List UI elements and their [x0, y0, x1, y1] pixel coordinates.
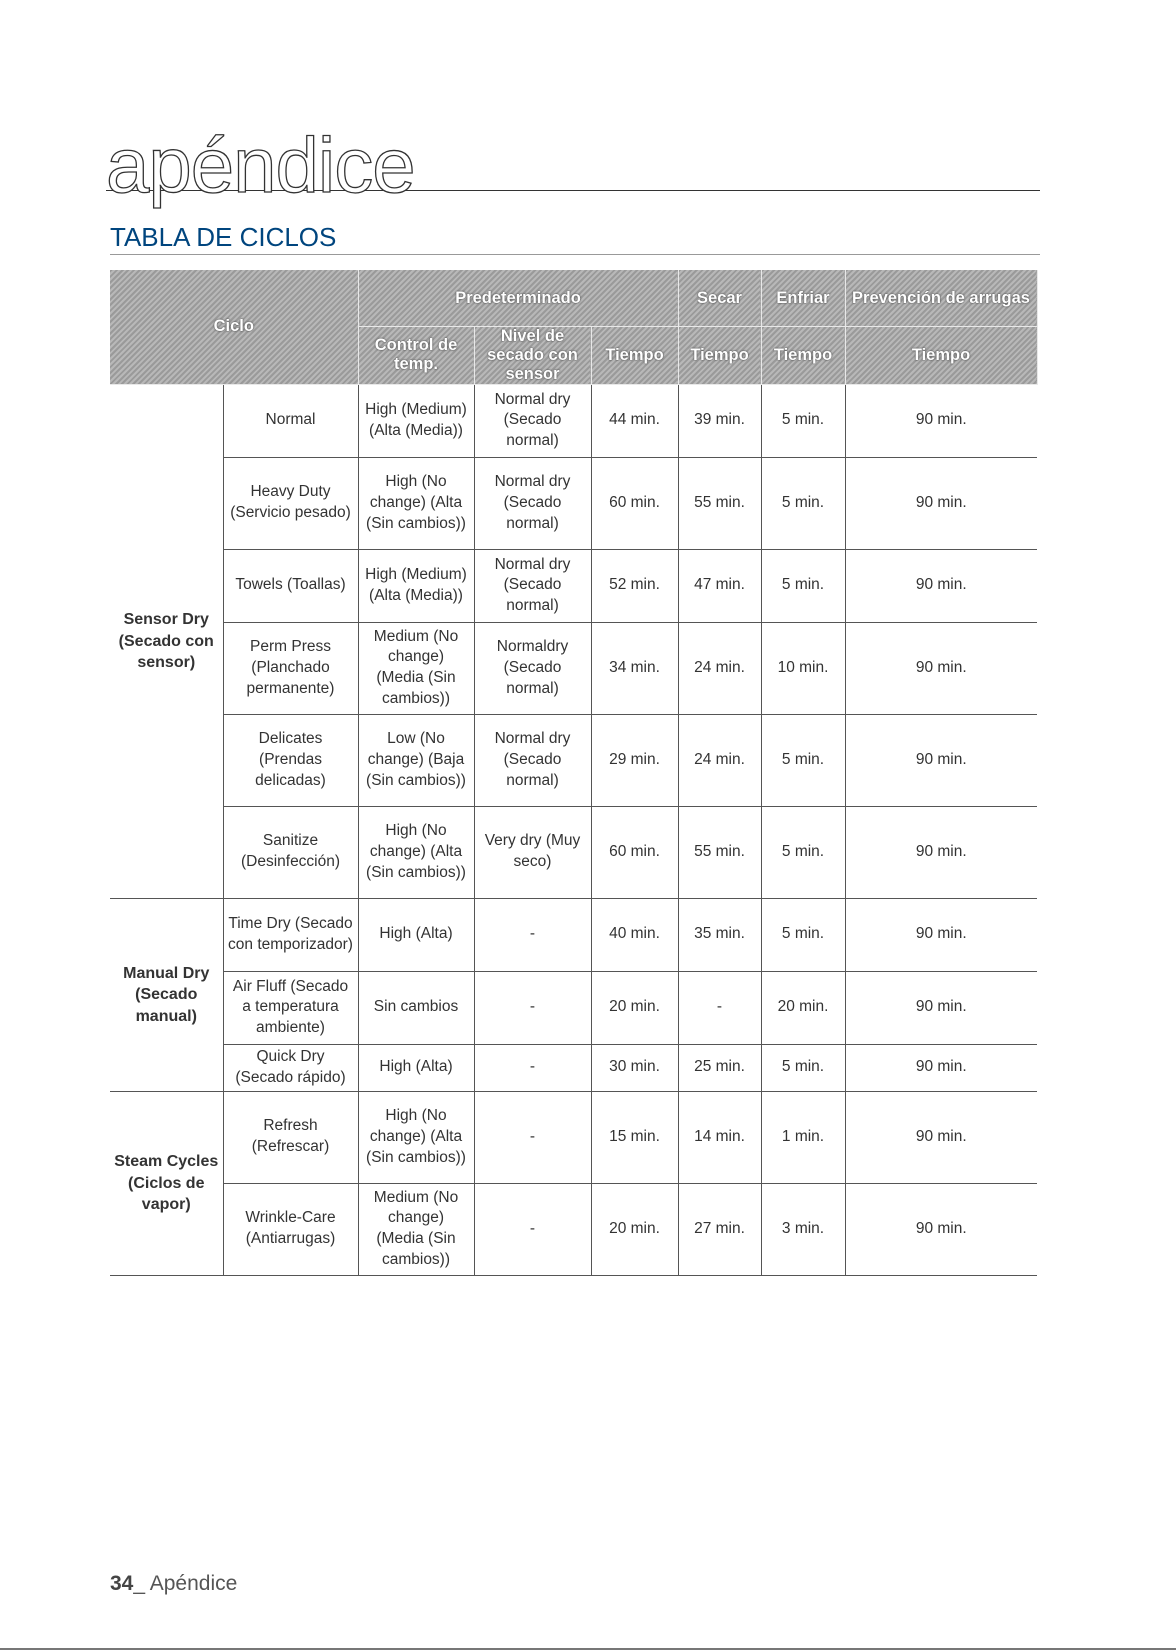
time-dry: 47 min. [678, 549, 761, 622]
time-wrinkle: 90 min. [845, 806, 1037, 898]
time-total: 20 min. [591, 971, 678, 1044]
header-control-temp: Control de temp. [358, 327, 474, 385]
time-total: 60 min. [591, 806, 678, 898]
control-temp: High (No change) (Alta (Sin cambios)) [358, 457, 474, 549]
chapter-title: apéndice [106, 121, 415, 209]
header-secar: Secar [678, 270, 761, 327]
time-total: 52 min. [591, 549, 678, 622]
cycle-table [110, 270, 1038, 1276]
time-cool: 1 min. [761, 1091, 845, 1183]
section-header [110, 224, 1040, 255]
table-row [110, 1183, 1037, 1275]
time-dry: 24 min. [678, 714, 761, 806]
cycle-name: Air Fluff (Secado a temperatura ambiente) [223, 971, 358, 1044]
control-temp: Low (No change) (Baja (Sin cambios)) [358, 714, 474, 806]
dry-level: - [474, 1044, 591, 1091]
control-temp: Medium (No change) (Media (Sin cambios)) [358, 1183, 474, 1275]
header-nivel-secado: Nivel de secado con sensor [474, 327, 591, 385]
time-dry: 55 min. [678, 457, 761, 549]
time-dry: - [678, 971, 761, 1044]
header-tiempo: Tiempo [761, 327, 845, 385]
time-cool: 5 min. [761, 714, 845, 806]
time-wrinkle: 90 min. [845, 1091, 1037, 1183]
table-row [110, 971, 1037, 1044]
time-cool: 5 min. [761, 457, 845, 549]
group-label: Manual Dry (Secado manual) [110, 898, 223, 1091]
table-row [110, 622, 1037, 714]
cycle-name: Refresh (Refrescar) [223, 1091, 358, 1183]
cycle-name: Quick Dry (Secado rápido) [223, 1044, 358, 1091]
time-cool: 5 min. [761, 898, 845, 971]
time-total: 40 min. [591, 898, 678, 971]
control-temp: High (Alta) [358, 898, 474, 971]
control-temp: High (No change) (Alta (Sin cambios)) [358, 1091, 474, 1183]
cycle-name: Perm Press (Planchado permanente) [223, 622, 358, 714]
time-wrinkle: 90 min. [845, 898, 1037, 971]
control-temp: High (Medium) (Alta (Media)) [358, 549, 474, 622]
time-cool: 5 min. [761, 806, 845, 898]
cycle-name: Towels (Toallas) [223, 549, 358, 622]
header-tiempo: Tiempo [678, 327, 761, 385]
section-title: TABLA DE CICLOS [110, 222, 337, 252]
time-dry: 27 min. [678, 1183, 761, 1275]
time-wrinkle: 90 min. [845, 549, 1037, 622]
table-row [110, 1091, 1037, 1183]
time-cool: 5 min. [761, 1044, 845, 1091]
dry-level: - [474, 898, 591, 971]
cycle-name: Heavy Duty (Servicio pesado) [223, 457, 358, 549]
time-cool: 10 min. [761, 622, 845, 714]
table-row [110, 457, 1037, 549]
table-row [110, 1044, 1037, 1091]
time-wrinkle: 90 min. [845, 457, 1037, 549]
time-dry: 25 min. [678, 1044, 761, 1091]
time-total: 29 min. [591, 714, 678, 806]
footer-separator: _ [133, 1572, 150, 1595]
dry-level: - [474, 971, 591, 1044]
table-row [110, 549, 1037, 622]
time-wrinkle: 90 min. [845, 384, 1037, 457]
time-dry: 55 min. [678, 806, 761, 898]
cycle-name: Sanitize (Desinfección) [223, 806, 358, 898]
control-temp: Sin cambios [358, 971, 474, 1044]
table-row [110, 384, 1037, 457]
control-temp: High (No change) (Alta (Sin cambios)) [358, 806, 474, 898]
page-number: 34 [110, 1572, 134, 1595]
time-total: 60 min. [591, 457, 678, 549]
control-temp: High (Alta) [358, 1044, 474, 1091]
time-dry: 14 min. [678, 1091, 761, 1183]
time-total: 34 min. [591, 622, 678, 714]
bottom-rule [0, 1648, 1176, 1650]
time-total: 20 min. [591, 1183, 678, 1275]
time-wrinkle: 90 min. [845, 1044, 1037, 1091]
time-total: 44 min. [591, 384, 678, 457]
page-label: Apéndice [149, 1572, 238, 1595]
dry-level: Normal dry (Secado normal) [474, 384, 591, 457]
cycle-name: Delicates (Prendas delicadas) [223, 714, 358, 806]
header-ciclo: Ciclo [110, 270, 358, 384]
time-total: 15 min. [591, 1091, 678, 1183]
group-label: Sensor Dry (Secado con sensor) [110, 384, 223, 898]
cycle-name: Time Dry (Secado con temporizador) [223, 898, 358, 971]
dry-level: Normal dry (Secado normal) [474, 549, 591, 622]
chapter-header [106, 108, 1040, 209]
page-footer [110, 1572, 237, 1596]
time-cool: 20 min. [761, 971, 845, 1044]
time-cool: 3 min. [761, 1183, 845, 1275]
header-tiempo: Tiempo [591, 327, 678, 385]
dry-level: Normal dry (Secado normal) [474, 457, 591, 549]
time-dry: 35 min. [678, 898, 761, 971]
time-total: 30 min. [591, 1044, 678, 1091]
time-cool: 5 min. [761, 549, 845, 622]
group-label: Steam Cycles (Ciclos de vapor) [110, 1091, 223, 1275]
time-dry: 24 min. [678, 622, 761, 714]
dry-level: - [474, 1183, 591, 1275]
time-wrinkle: 90 min. [845, 971, 1037, 1044]
cycle-name: Wrinkle-Care (Antiarrugas) [223, 1183, 358, 1275]
header-prevencion: Prevención de arrugas [845, 270, 1037, 327]
header-enfriar: Enfriar [761, 270, 845, 327]
time-cool: 5 min. [761, 384, 845, 457]
control-temp: Medium (No change) (Media (Sin cambios)) [358, 622, 474, 714]
table-row [110, 898, 1037, 971]
header-predeterminado: Predeterminado [358, 270, 678, 327]
time-wrinkle: 90 min. [845, 714, 1037, 806]
dry-level: Normaldry (Secado normal) [474, 622, 591, 714]
dry-level: Very dry (Muy seco) [474, 806, 591, 898]
table-row [110, 714, 1037, 806]
time-wrinkle: 90 min. [845, 1183, 1037, 1275]
cycle-name: Normal [223, 384, 358, 457]
header-tiempo: Tiempo [845, 327, 1037, 385]
control-temp: High (Medium) (Alta (Media)) [358, 384, 474, 457]
dry-level: Normal dry (Secado normal) [474, 714, 591, 806]
table-row [110, 806, 1037, 898]
time-dry: 39 min. [678, 384, 761, 457]
dry-level: - [474, 1091, 591, 1183]
time-wrinkle: 90 min. [845, 622, 1037, 714]
